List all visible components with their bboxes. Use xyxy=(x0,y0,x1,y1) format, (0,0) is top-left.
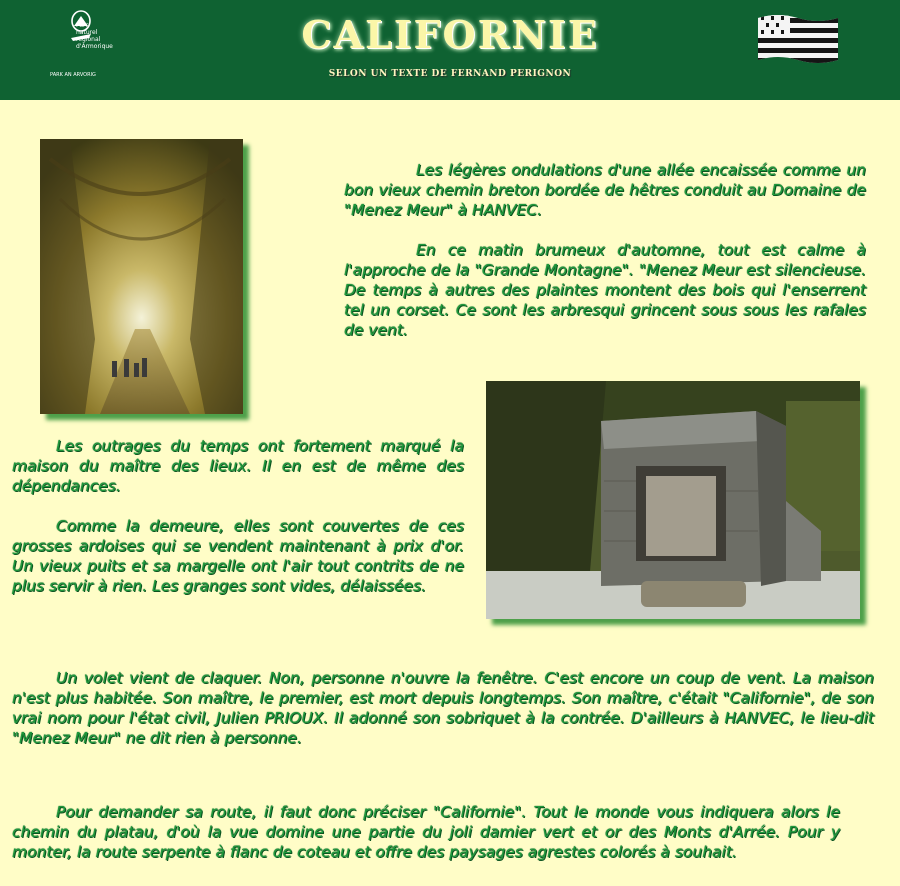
route-text xyxy=(12,802,840,882)
page-title: CALIFORNIE xyxy=(301,12,599,57)
breton-flag-icon xyxy=(756,12,840,66)
shutter-paragraph: Un volet vient de claquer. Non, personne n'ouvre la fenêtre. C'est encore un coup de vent. La maison n'est plus habitée. Son maître, le premier, est mort depuis longtemps. Son maître, c'était "Californie", de son vrai nom pour l'état civil, Julien PRIOUX. Il adonné son sobriquet à la contrée. D'ailleurs à HANVEC, le lieu-dit "Menez Meur" ne dit rien à personne. xyxy=(12,669,874,747)
logo-line: d'Armorique xyxy=(76,43,113,50)
middle-paragraph: Les outrages du temps ont fortement marqué la maison du maître des lieux. Il en est de même des dépendances. xyxy=(12,437,464,495)
page-subtitle: SELON UN TEXTE DE FERNAND PERIGNON xyxy=(328,69,572,79)
park-logo-subline: PARK AN ARVORIG xyxy=(50,72,96,78)
stone-well-image xyxy=(486,381,860,619)
forest-path-photo xyxy=(40,139,243,414)
logo-line: régional xyxy=(76,36,101,43)
forest-path-image xyxy=(40,139,243,414)
logo-line: naturel xyxy=(76,29,98,36)
intro-text xyxy=(344,160,866,360)
intro-paragraph: En ce matin brumeux d'automne, tout est calme à l'approche de la "Grande Montagne". "Menez Meur est silencieuse. De temps à autres des plaintes montent des bois qui l'enserrent tel un corset. Ce sont les arbresqui grincent sous sous les rafales de vent. xyxy=(344,241,866,339)
logo-line: Parc xyxy=(76,22,89,29)
route-paragraph: Pour demander sa route, il faut donc préciser "Californie". Tout le monde vous indiquera alors le chemin du platau, d'où la vue domine une partie du joli damier vert et or des Monts d'Arrée. Pour y monter, la route serpente à flanc de coteau et offre des paysages agrestes colorés à souhait. xyxy=(12,803,840,861)
middle-text xyxy=(12,436,464,616)
intro-paragraph: Les légères ondulations d'une allée encaissée comme un bon vieux chemin breton bordée de hêtres conduit au Domaine de "Menez Meur" à HANVEC. xyxy=(344,161,866,219)
shutter-text xyxy=(12,668,874,768)
page-header xyxy=(0,0,900,100)
stone-well-photo xyxy=(486,381,860,619)
middle-paragraph: Comme la demeure, elles sont couvertes de ces grosses ardoises qui se vendent maintenant à prix d'or. Un vieux puits et sa margelle ont l'air tout contrits de ne plus servir à rien. Les granges sont vides, délaissées. xyxy=(12,517,464,595)
